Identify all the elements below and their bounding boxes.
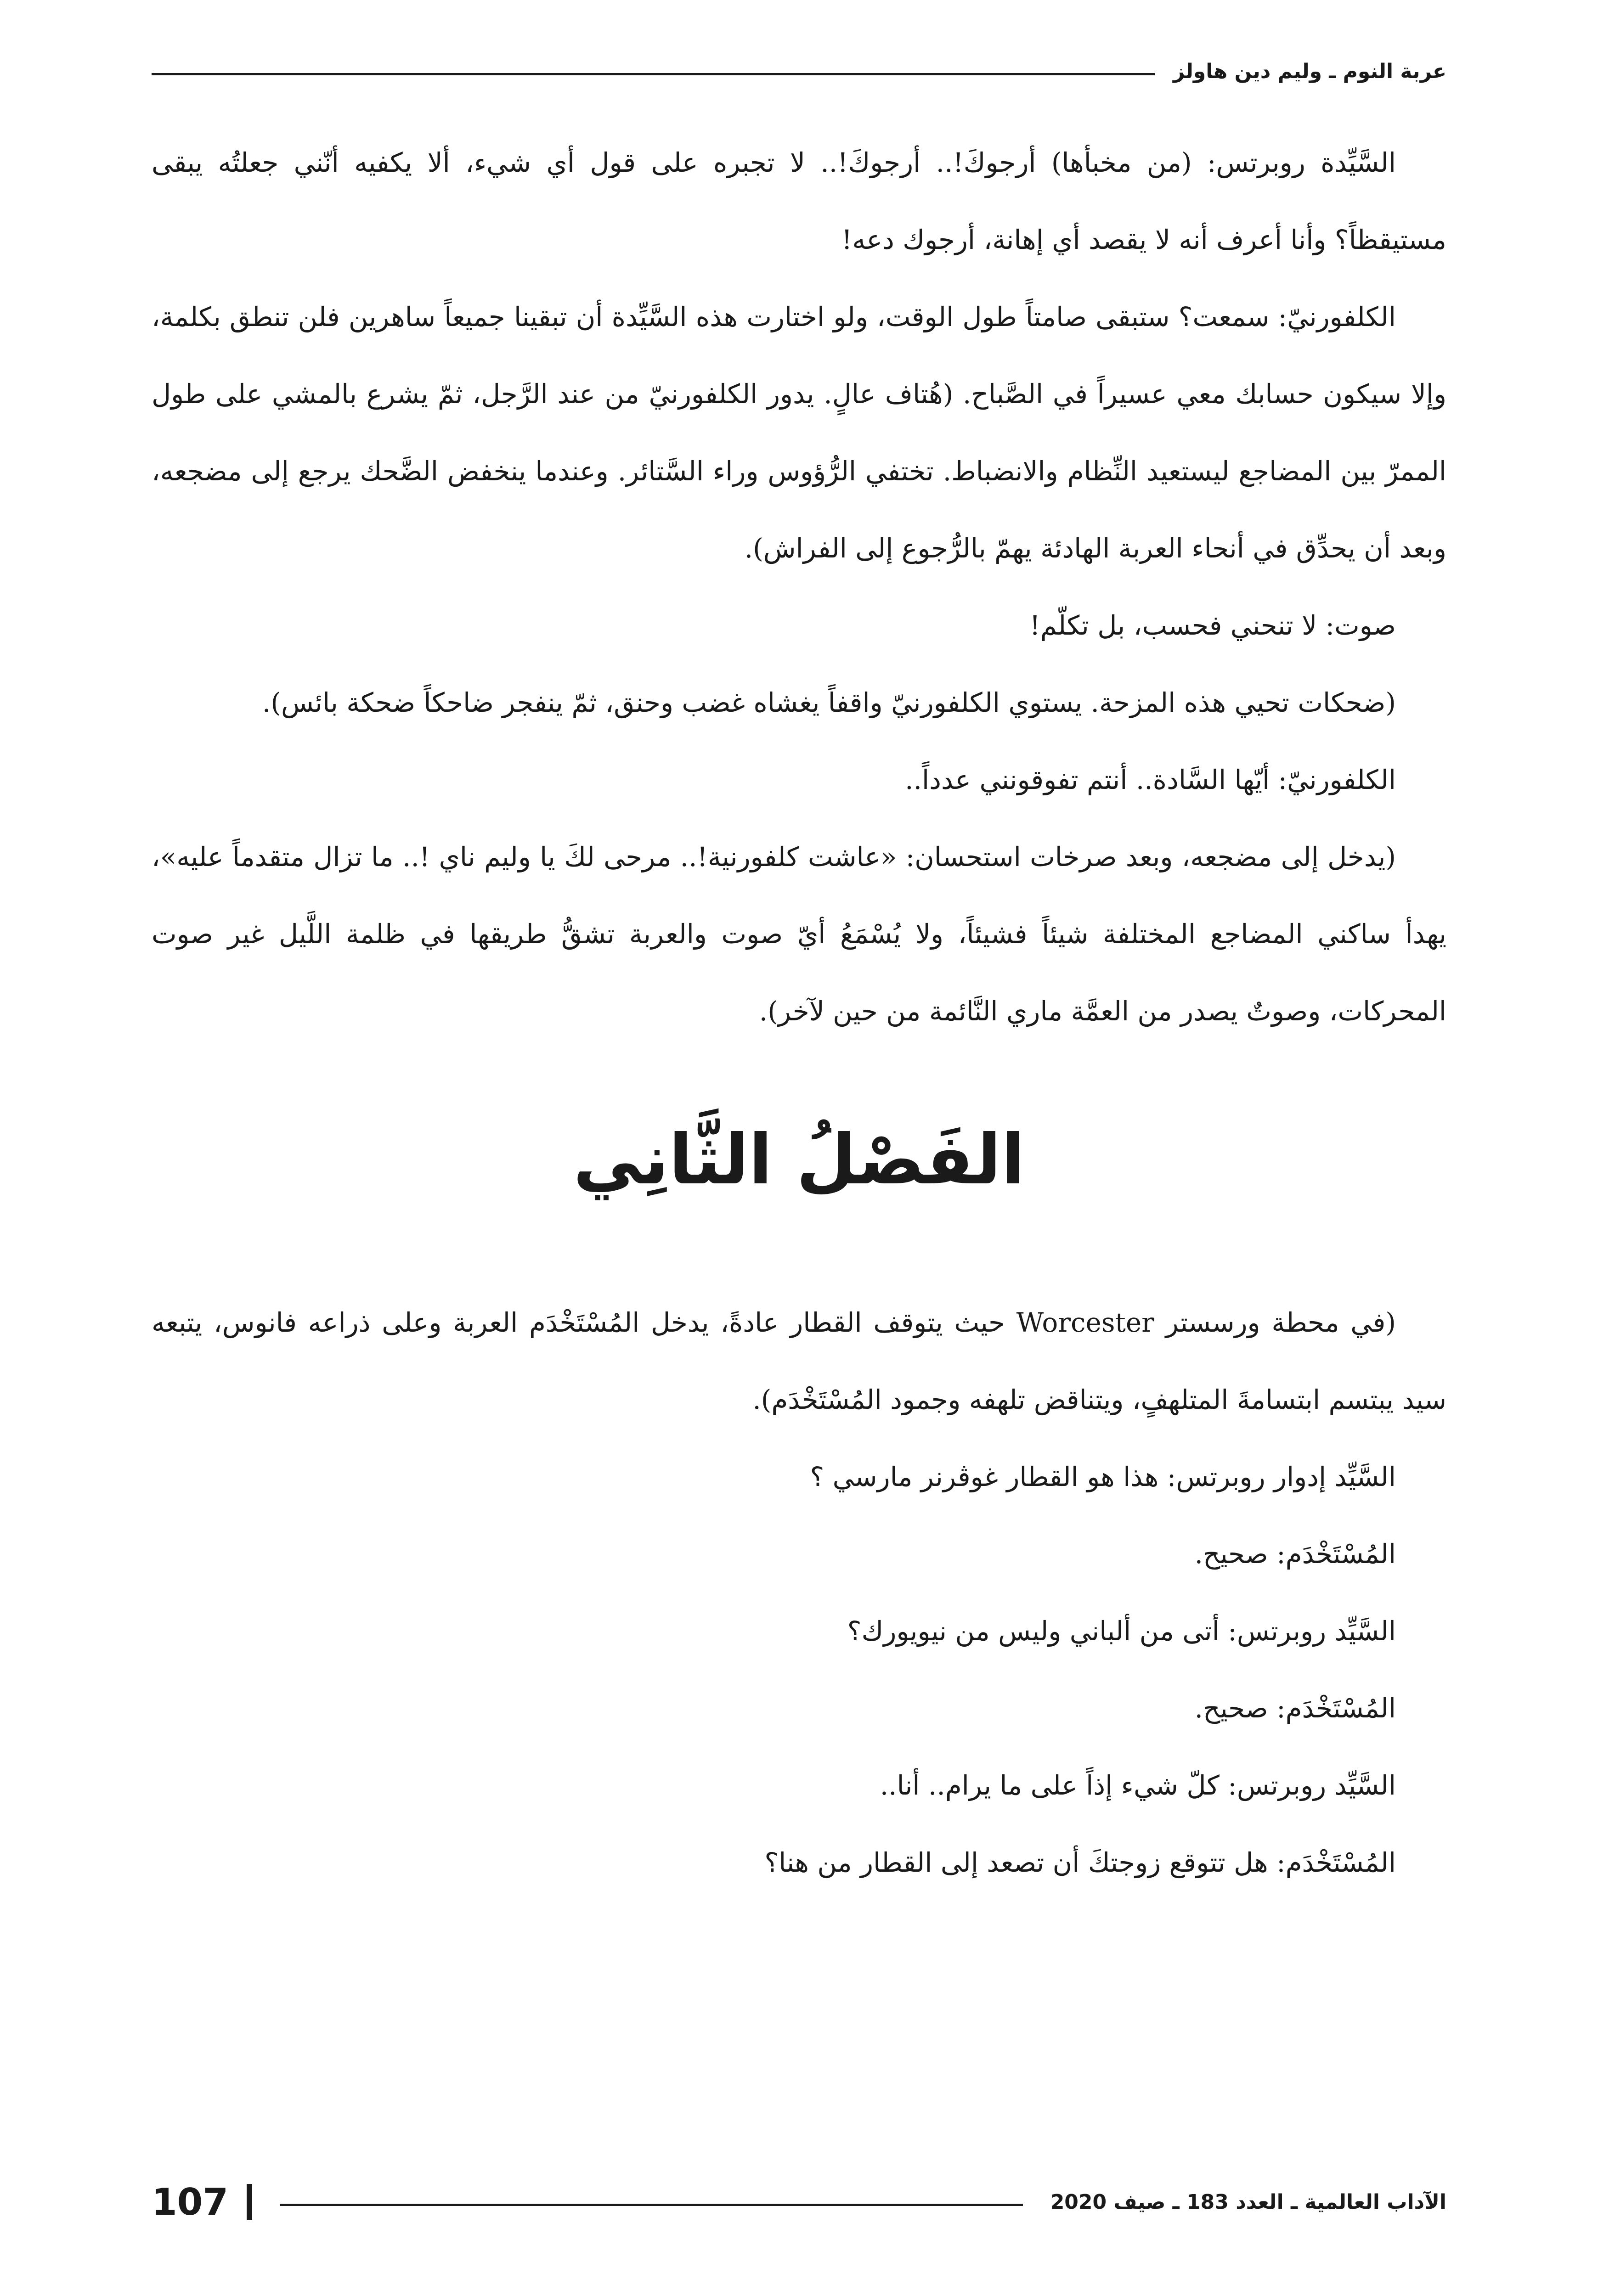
paragraph-2: الكلفورنيّ: سمعت؟ ستبقى صامتاً طول الوقت، ولو اختارت هذه السَّيِّدة أن تبقينا جميعاً ساهرين فلن تنطق بكلمة، وإلا سيكون حسابك معي عسيراً في الصَّباح. (هُتاف عالٍ. يدور الكلفورنيّ من عند الرَّجل، ثمّ يشرع بالمشي على طول الممرّ بين المضاجع ليستعيد النِّظام والانضباط. تختفي الرُّؤوس وراء السَّتائر. وعندما ينخفض الضَّحك يرجع إلى مضجعه، وبعد أن يحدِّق في أنحاء العربة الهادئة يهمّ بالرُّجوع إلى الفراش).	[152, 301, 1446, 564]
body-text	[152, 124, 1446, 1901]
dialogue-line-4: المُسْتَخْدَم: صحيح.	[1194, 1693, 1396, 1724]
paragraph-6: (يدخل إلى مضجعه، وبعد صرخات استحسان: «عاشت كلفورنية!.. مرحى لكَ يا وليم ناي !.. ما تزال متقدماً عليه»، يهدأ ساكني المضاجع المختلفة شيئاً فشيئاً، ولا يُسْمَعُ أيّ صوت والعربة تشقُّ طريقها في ظلمة اللَّيل غير صوت المحركات، وصوتٌ يصدر من العمَّة ماري النَّائمة من حين لآخر).	[152, 841, 1446, 1027]
paragraph-3: صوت: لا تنحني فحسب، بل تكلّم!	[1029, 610, 1396, 641]
page-number: 107	[152, 2180, 228, 2223]
dialogue-line-6: المُسْتَخْدَم: هل تتوقع زوجتكَ أن تصعد إلى القطار من هنا؟	[764, 1847, 1396, 1878]
journal-issue: الآداب العالمية ـ العدد 183 ـ صيف 2020	[1050, 2190, 1446, 2214]
paragraph-5: الكلفورنيّ: أيّها السَّادة.. أنتم تفوقونني عدداً..	[905, 764, 1396, 795]
footer-separator-bar	[247, 2184, 252, 2220]
paragraph-1: السَّيِّدة روبرتس: (من مخبأها) أرجوكَ!.. أرجوكَ!.. لا تجبره على قول أي شيء، ألا يكفيه أنّني جعلتُه يبقى مستيقظاً؟ وأنا أعرف أنه لا يقصد أي إهانة، أرجوك دعه!	[152, 147, 1446, 255]
chapter-intro: (في محطة ورسستر Worcester حيث يتوقف القطار عادةً، يدخل المُسْتَخْدَم العربة وعلى ذراعه فانوس، يتبعه سيد يبتسم ابتسامةَ المتلهفٍ، ويتناقض تلهفه وجمود المُسْتَخْدَم).	[152, 1307, 1446, 1415]
dialogue-line-3: السَّيِّد روبرتس: أتى من ألباني وليس من نيويورك؟	[847, 1615, 1396, 1647]
page-footer	[152, 2181, 1446, 2223]
paragraph-4: (ضحكات تحيي هذه المزحة. يستوي الكلفورنيّ واقفاً يغشاه غضب وحنق، ثمّ ينفجر ضاحكاً ضحكة بائس).	[262, 687, 1396, 718]
footer-rule	[280, 2204, 1023, 2206]
dialogue-line-1: السَّيِّد إدوار روبرتس: هذا هو القطار غوڤرنر مارسي ؟	[810, 1461, 1396, 1492]
running-header	[152, 51, 1446, 92]
running-title: عربة النوم ـ وليم دين هاولز	[1173, 59, 1446, 83]
dialogue-line-5: السَّيِّد روبرتس: كلّ شيء إذاً على ما يرام.. أنا..	[880, 1770, 1396, 1801]
dialogue-line-2: المُسْتَخْدَم: صحيح.	[1194, 1538, 1396, 1570]
header-rule	[152, 73, 1155, 75]
chapter-title: الفَصْلُ الثَّانِي	[573, 1120, 1025, 1200]
